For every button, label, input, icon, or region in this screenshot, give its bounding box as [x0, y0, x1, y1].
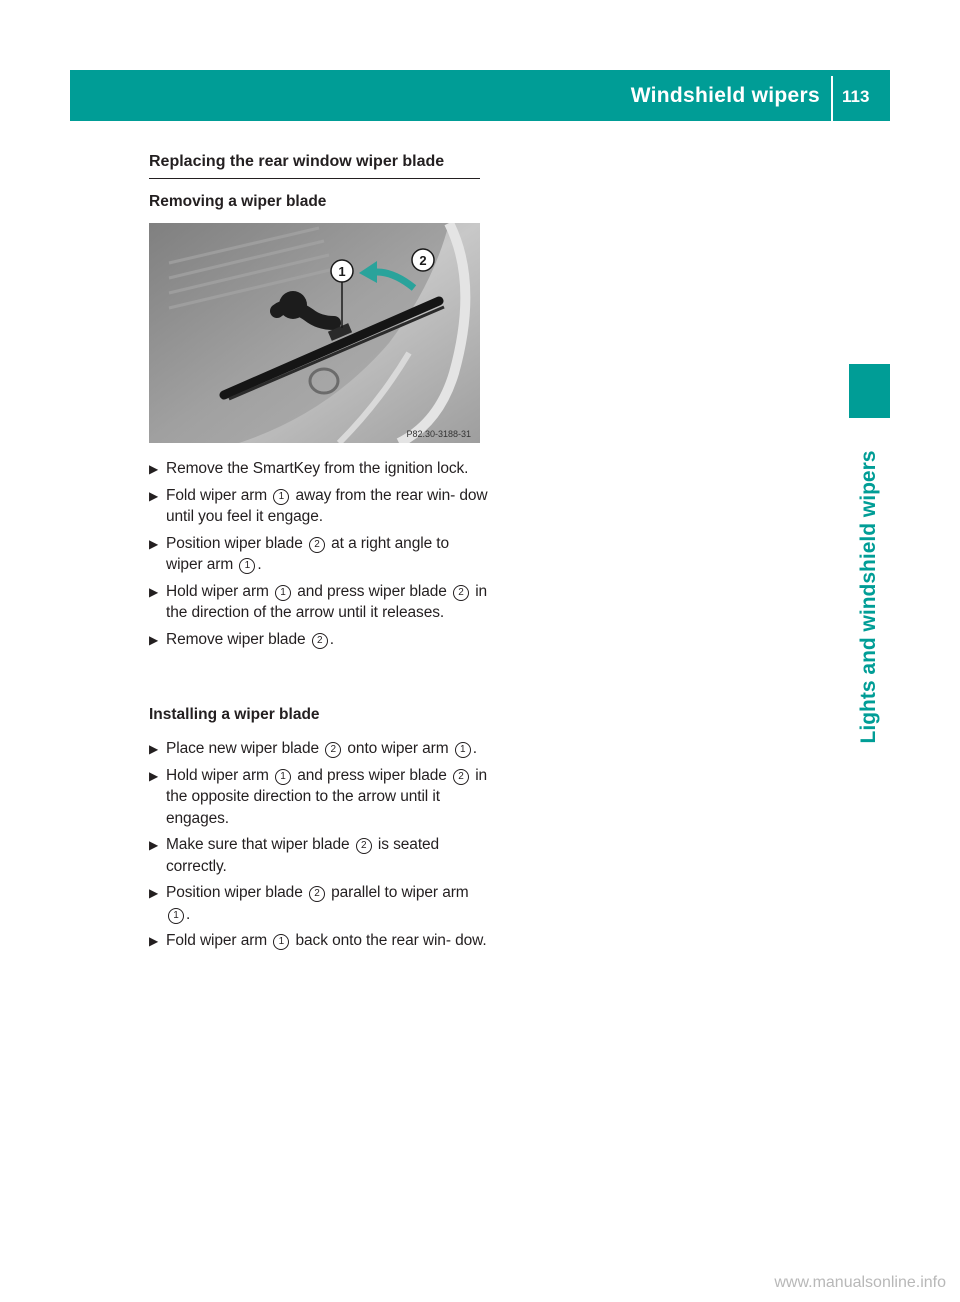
side-tab-text: Lights and windshield wipers: [857, 450, 880, 744]
step-text: Make sure that wiper blade: [166, 836, 354, 853]
step-text: in the opposite direction to the arrow until it engages.: [166, 766, 488, 827]
step-item: [149, 765, 489, 830]
step-item: [149, 629, 489, 651]
step-arrow-icon: ▶: [149, 934, 159, 948]
reference-number: 1: [455, 742, 471, 758]
step-text: Place new wiper blade: [166, 740, 324, 757]
step-text: Fold wiper arm: [166, 932, 272, 949]
reference-number: 2: [453, 769, 469, 785]
reference-number: 1: [273, 934, 289, 950]
step-text: .: [472, 740, 477, 757]
reference-number: 2: [309, 886, 325, 902]
step-text: Remove the SmartKey from the ignition lock.: [166, 460, 469, 477]
installing-heading: Installing a wiper blade: [149, 706, 320, 723]
reference-number: 2: [312, 633, 328, 649]
removing-heading: Removing a wiper blade: [149, 193, 327, 210]
installing-steps: [149, 738, 489, 957]
reference-number: 2: [453, 585, 469, 601]
step-arrow-icon: ▶: [149, 768, 159, 783]
reference-number: 1: [275, 769, 291, 785]
section-title: Replacing the rear window wiper blade: [149, 153, 480, 179]
header-bar: [70, 70, 890, 121]
step-text: and press wiper blade: [293, 582, 451, 600]
step-text: .: [257, 556, 262, 573]
step-text: away from the rear win- dow until you feel it engage.: [166, 486, 488, 525]
page-number: 113: [842, 87, 870, 106]
step-arrow-icon: ▶: [149, 584, 159, 599]
step-text: Position wiper blade: [166, 884, 307, 901]
step-item: [149, 581, 489, 624]
step-text: Hold wiper arm: [166, 582, 274, 600]
wiper-blade-figure: [149, 223, 480, 443]
step-item: [149, 834, 489, 877]
step-text: and press wiper blade: [293, 766, 451, 784]
reference-number: 1: [168, 908, 184, 924]
step-arrow-icon: ▶: [149, 462, 159, 476]
step-item: [149, 882, 489, 925]
step-text: back onto the rear win- dow.: [291, 932, 487, 949]
figure-callout-1: 1: [338, 264, 346, 279]
footer-watermark: www.manualsonline.info: [774, 1274, 946, 1291]
header-divider: [831, 76, 833, 121]
step-item: [149, 930, 489, 952]
step-arrow-icon: ▶: [149, 742, 159, 756]
figure-code: P82.30-3188-31: [406, 429, 471, 439]
side-tab-marker: [849, 364, 890, 418]
step-text: at a right angle to wiper arm: [166, 534, 450, 573]
step-item: [149, 458, 489, 480]
step-arrow-icon: ▶: [149, 536, 159, 551]
reference-number: 2: [309, 537, 325, 553]
step-text: is seated correctly.: [166, 836, 440, 875]
reference-number: 1: [275, 585, 291, 601]
reference-number: 1: [273, 489, 289, 505]
reference-number: 2: [356, 838, 372, 854]
step-item: [149, 533, 489, 576]
figure-callout-2: 2: [419, 253, 427, 268]
step-text: in the direction of the arrow until it releases.: [166, 582, 488, 621]
step-arrow-icon: ▶: [149, 632, 159, 647]
step-arrow-icon: ▶: [149, 838, 159, 852]
step-text: .: [329, 630, 334, 648]
step-text: Remove wiper blade: [166, 630, 310, 648]
step-text: Hold wiper arm: [166, 766, 274, 784]
step-text: Fold wiper arm: [166, 486, 272, 504]
removing-steps: [149, 458, 489, 655]
wiper-illustration: [149, 223, 480, 443]
step-item: [149, 738, 489, 760]
step-item: [149, 485, 489, 528]
step-text: parallel to wiper arm: [326, 884, 469, 901]
step-text: Position wiper blade: [166, 534, 307, 552]
step-arrow-icon: ▶: [149, 488, 159, 503]
step-text: .: [186, 905, 191, 923]
reference-number: 1: [239, 558, 255, 574]
header-title: Windshield wipers: [630, 84, 820, 107]
reference-number: 2: [325, 742, 341, 758]
step-arrow-icon: ▶: [149, 886, 159, 900]
step-text: onto wiper arm: [343, 740, 453, 757]
